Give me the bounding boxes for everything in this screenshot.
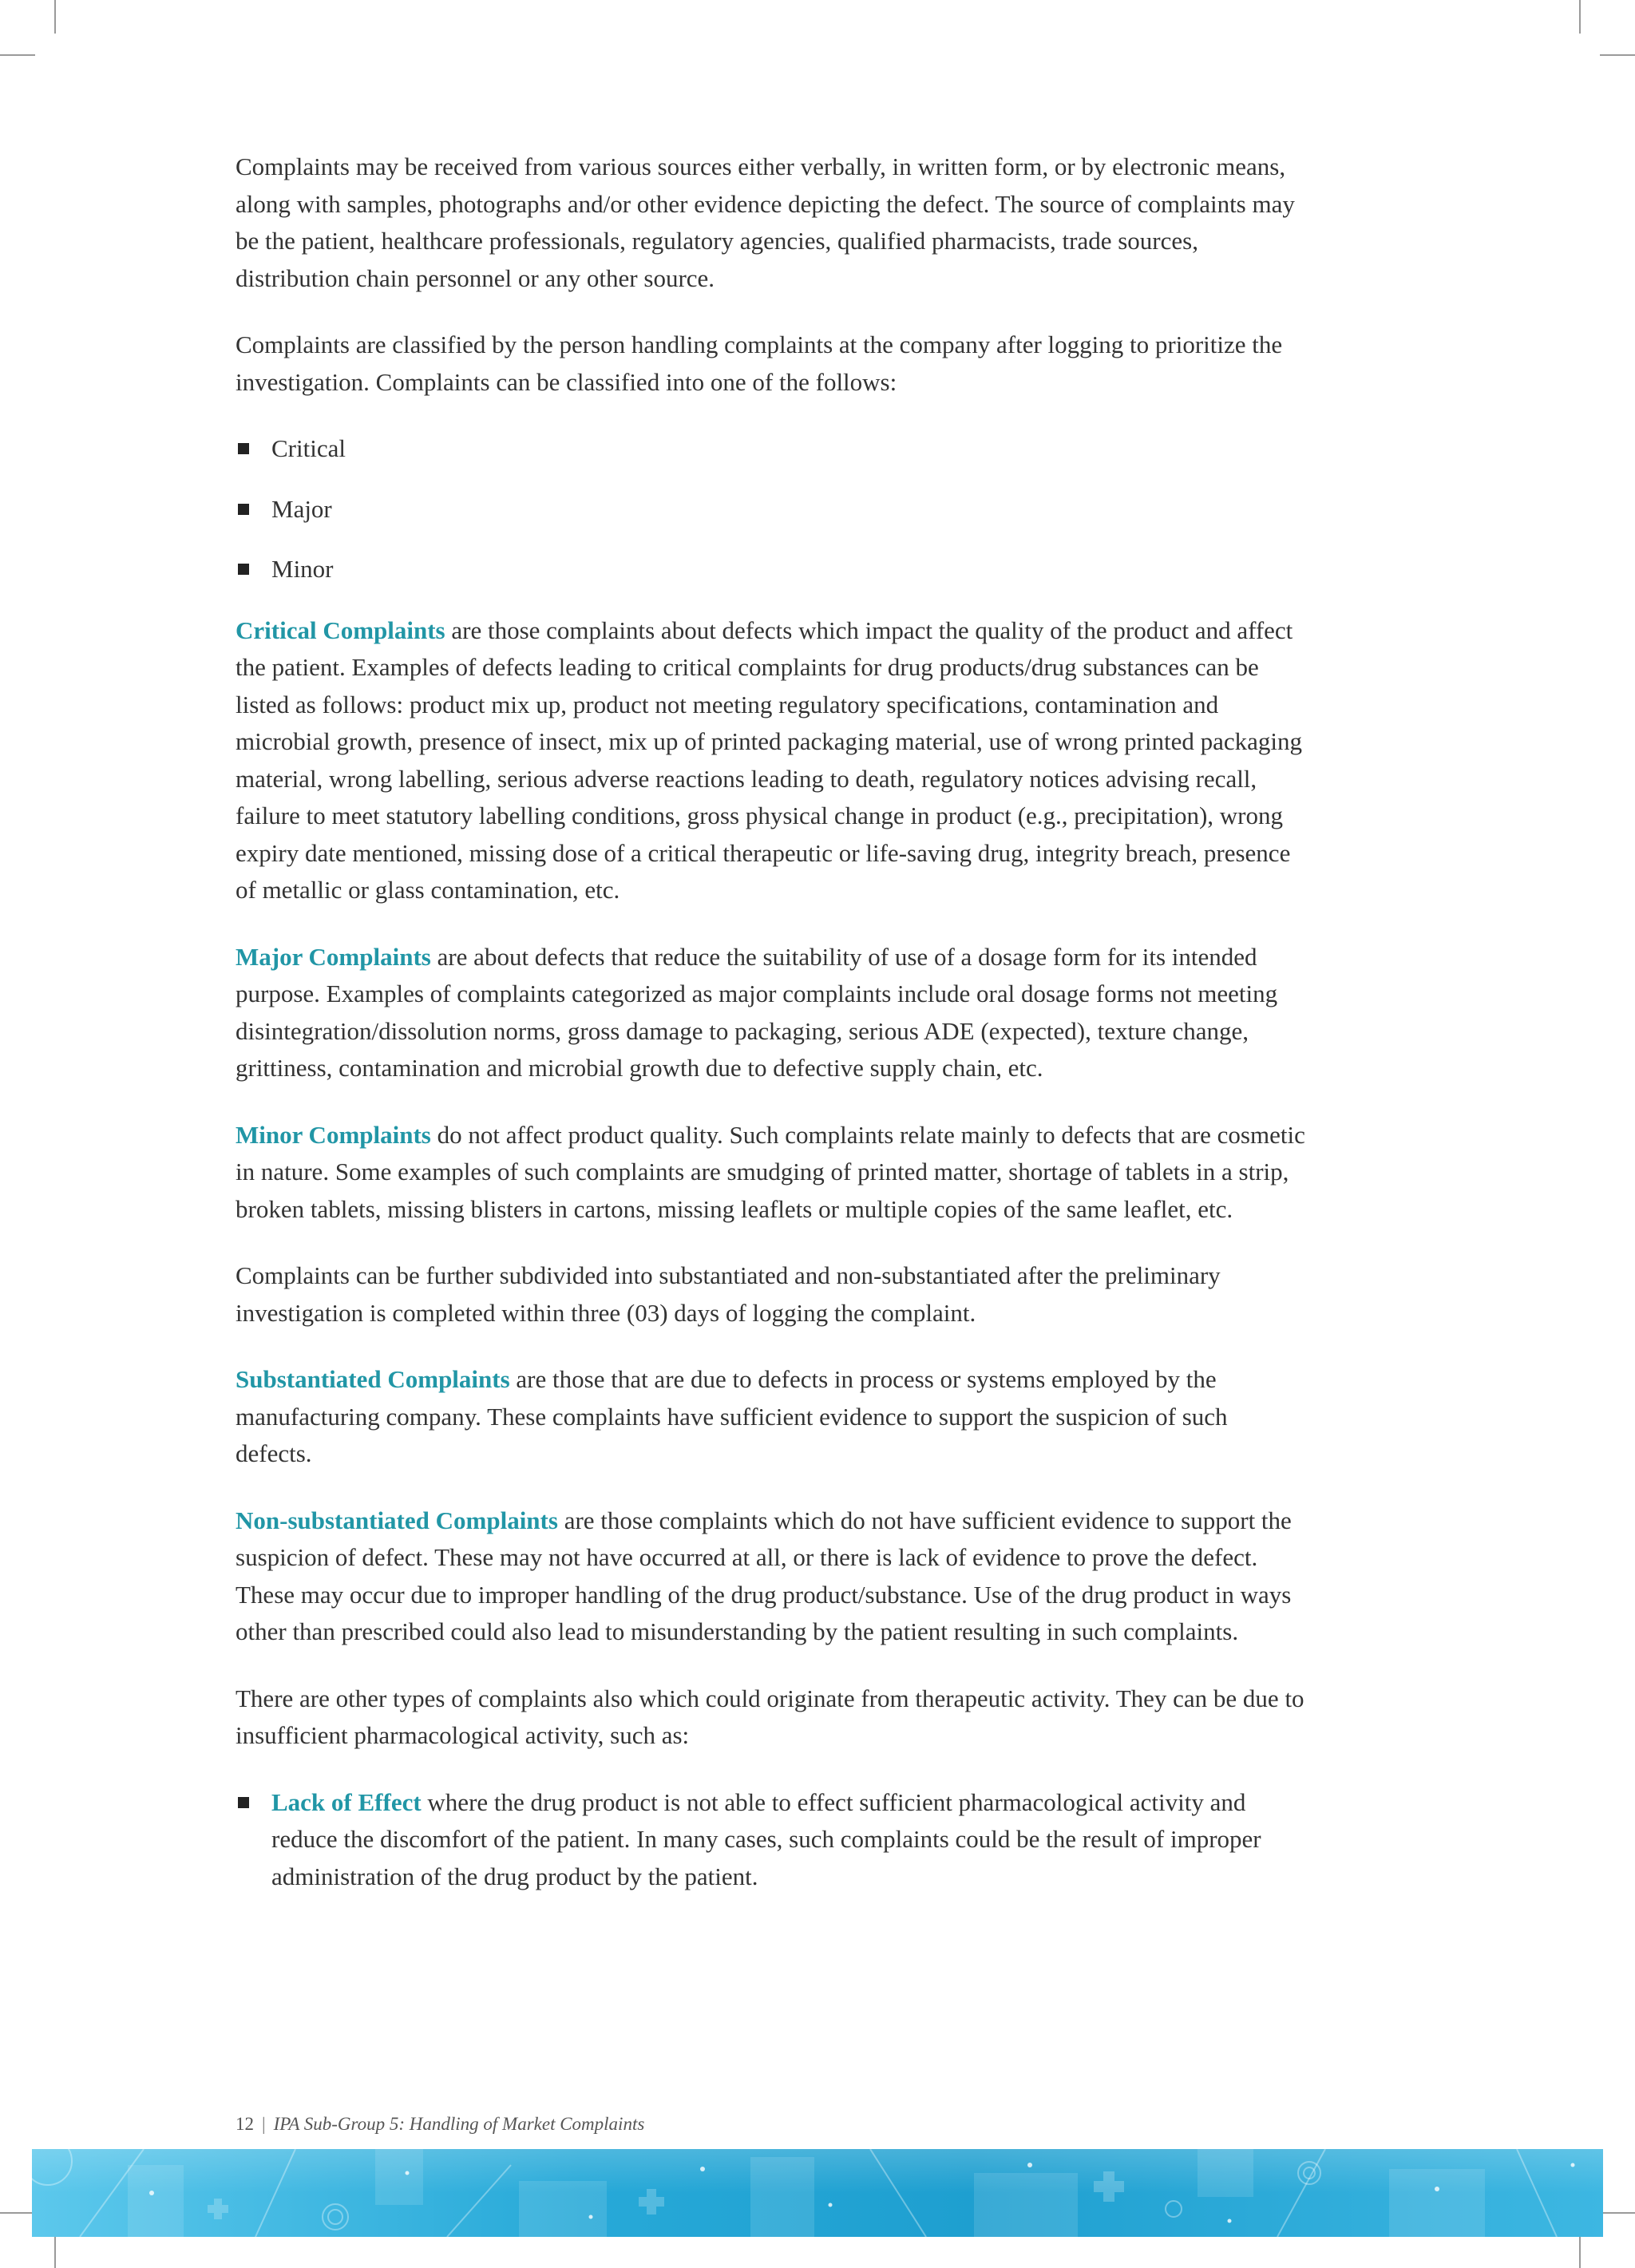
- page-body: [236, 148, 1309, 1919]
- paragraph-minor-complaints: Minor Complaints do not affect product quality. Such complaints relate mainly to defects that are cosmetic in nature. Some examples of such complaints are smudging of printed matter, shortage of tablets in a strip, broken tablets, missing blisters in cartons, missing leaflets or multiple copies of the same leaflet, etc.: [236, 1120, 1305, 1223]
- page-number: 12: [236, 2114, 254, 2134]
- paragraph-critical-complaints: Critical Complaints are those complaints about defects which impact the quality of the product and affect the patient. Examples of defects leading to critical complaints for drug products/drug substances can be listed as follows: product mix up, product not meeting regulatory specifications, contamination and microbial growth, presence of insect, mix up of printed packaging material, use of wrong printed packaging material, wrong labelling, serious adverse reactions leading to death, regulatory notices advising recall, failure to meet statutory labelling conditions, gross physical change in product (e.g., precipitation), wrong expiry date mentioned, missing dose of a critical therapeutic or life-saving drug, integrity breach, presence of metallic or glass contamination, etc.: [236, 615, 1303, 904]
- banner-graphic: [32, 2149, 1603, 2237]
- paragraph-therapeutic-activity: There are other types of complaints also which could originate from therapeutic activity. They can be due to insufficient pharmacological activity, such as:: [236, 1684, 1304, 1749]
- list-item-major: Major: [236, 491, 1309, 528]
- paragraph-non-substantiated-complaints: Non-substantiated Complaints are those complaints which do not have sufficient evidence to support the suspicion of defect. These may not have occurred at all, or there is lack of evidence to prove the defect. These may occur due to improper handling of the drug product/substance. Use of the drug product in ways other than prescribed could also lead to misunderstanding by the patient resulting in such complaints.: [236, 1506, 1292, 1645]
- paragraph-subdivided: Complaints can be further subdivided into substantiated and non-substantiated after the preliminary investigation is completed within three (03) days of logging the complaint.: [236, 1261, 1221, 1327]
- classification-list: [236, 430, 1309, 588]
- square-bullet-icon: [238, 443, 249, 454]
- square-bullet-icon: [238, 504, 249, 515]
- paragraph-substantiated-complaints: Substantiated Complaints are those that are due to defects in process or systems employed by the manufacturing company. These complaints have sufficient evidence to support the suspicion of such defects.: [236, 1365, 1228, 1467]
- crop-mark-top-left-horizontal: [0, 54, 35, 56]
- square-bullet-icon: [238, 564, 249, 575]
- term-non-substantiated-complaints: Non-substantiated Complaints: [236, 1506, 558, 1534]
- crop-mark-top-right-vertical: [1579, 0, 1581, 34]
- list-item-critical: Critical: [236, 430, 1309, 468]
- paragraph-major-complaints: Major Complaints are about defects that reduce the suitability of use of a dosage form for its intended purpose. Examples of complaints categorized as major complaints include oral dosage forms not meeting disintegration/dissolution norms, gross damage to packaging, serious ADE (expected), texture change, grittiness, contamination and microbial growth due to defective supply chain, etc.: [236, 942, 1278, 1082]
- term-major-complaints: Major Complaints: [236, 942, 431, 971]
- paragraph-classification: Complaints are classified by the person handling complaints at the company after logging to prioritize the investigation. Complaints can be classified into one of the follows:: [236, 331, 1283, 396]
- crop-mark-bottom-left-vertical: [54, 2234, 56, 2268]
- paragraph-sources: Complaints may be received from various sources either verbally, in written form, or by electronic means, along with samples, photographs and/or other evidence depicting the defect. The source of complaints may be the patient, healthcare professionals, regulatory agencies, qualified pharmacists, trade sources, distribution chain personnel or any other source.: [236, 152, 1295, 292]
- decorative-banner: [32, 2149, 1603, 2237]
- term-minor-complaints: Minor Complaints: [236, 1120, 431, 1149]
- footer-separator: |: [262, 2114, 266, 2134]
- crop-mark-top-left-vertical: [54, 0, 56, 34]
- crop-mark-bottom-right-horizontal: [1600, 2212, 1635, 2214]
- crop-mark-bottom-left-horizontal: [0, 2212, 35, 2214]
- crop-mark-bottom-right-vertical: [1579, 2234, 1581, 2268]
- term-critical-complaints: Critical Complaints: [236, 615, 445, 644]
- list-item-minor: Minor: [236, 551, 1309, 588]
- crop-mark-top-right-horizontal: [1600, 54, 1635, 56]
- term-lack-of-effect: Lack of Effect: [271, 1787, 422, 1816]
- term-substantiated-complaints: Substantiated Complaints: [236, 1365, 510, 1393]
- document-title: IPA Sub-Group 5: Handling of Market Complaints: [273, 2114, 645, 2134]
- page-footer: [236, 2114, 644, 2135]
- square-bullet-icon: [238, 1797, 249, 1808]
- list-item-lack-of-effect: Lack of Effect where the drug product is not able to effect sufficient pharmacological activity and reduce the discomfort of the patient. In many cases, such complaints could be the result of improper administration of the drug product by the patient.: [236, 1784, 1309, 1896]
- therapeutic-list: [236, 1784, 1309, 1896]
